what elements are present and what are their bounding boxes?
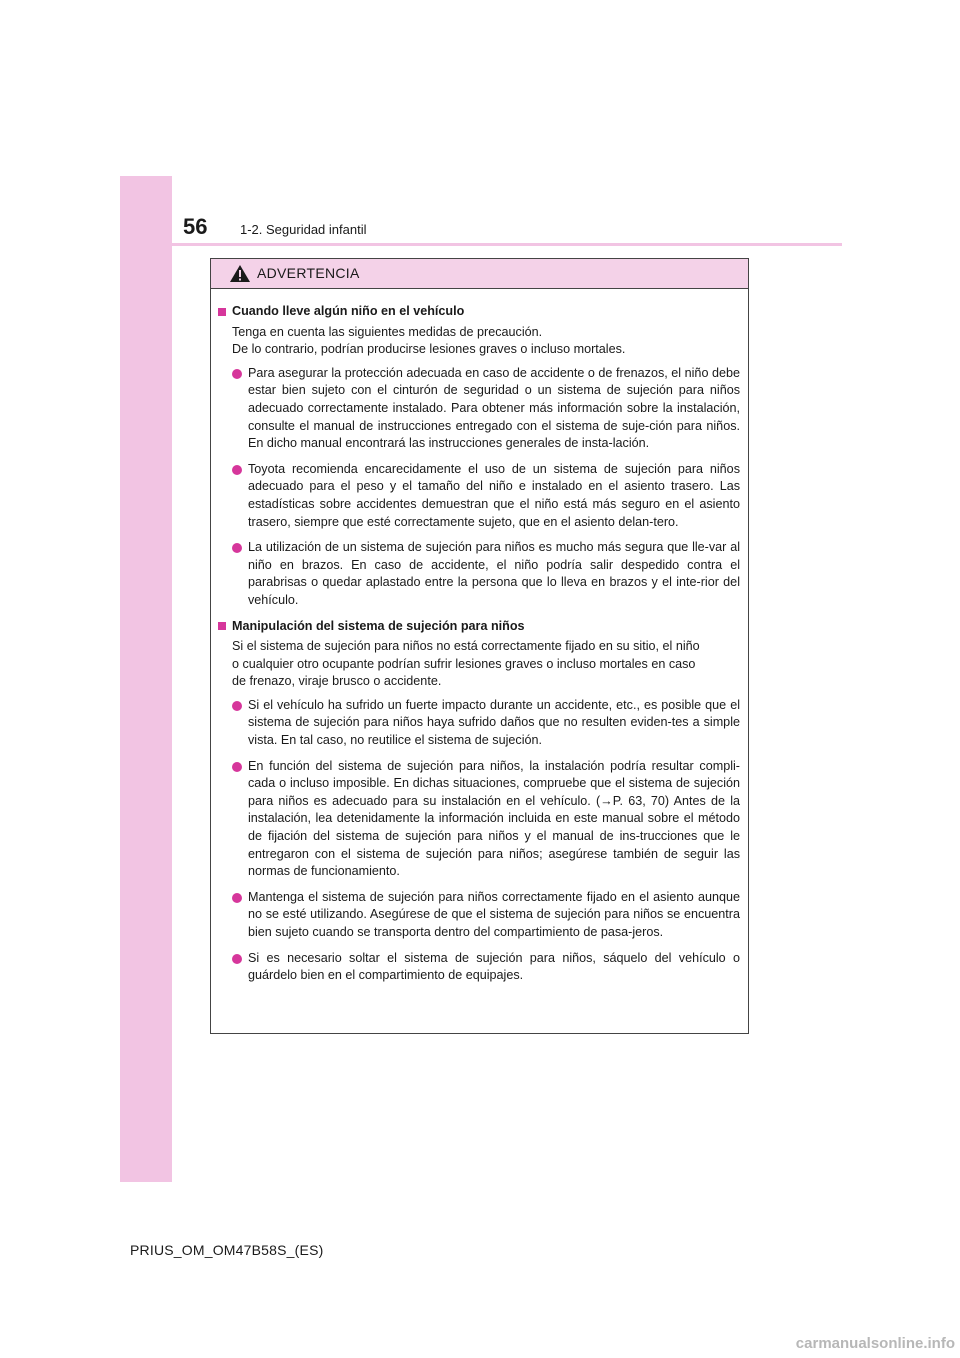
- intro-line: o cualquier otro ocupante podrían sufrir lesiones graves o incluso mortales en caso: [232, 656, 696, 671]
- bullet-text: Si el vehículo ha sufrido un fuerte impacto durante un accidente, etc., es posible que el sistema de sujeción para niños haya sufrido daños que no resulten eviden-tes a simple vista. En tal caso, no reutilice el sistema de sujeción.: [248, 697, 740, 748]
- watermark: carmanualsonline.info: [795, 1335, 955, 1352]
- intro-line: De lo contrario, podrían producirse lesiones graves o incluso mortales.: [232, 342, 626, 357]
- document-code: PRIUS_OM_OM47B58S_(ES): [130, 1242, 324, 1258]
- bullet-item: [218, 889, 740, 942]
- section-title: 1-2. Seguridad infantil: [240, 222, 367, 237]
- section-heading: [218, 303, 740, 321]
- bullet-dot-icon: [232, 701, 242, 711]
- bullet-dot-icon: [232, 893, 242, 903]
- intro-line: Si el sistema de sujeción para niños no está correctamente fijado en su sitio, el niño: [232, 639, 700, 654]
- warning-box: [210, 258, 749, 1034]
- side-tab: [120, 176, 172, 1182]
- section-intro: [218, 324, 740, 359]
- bullet-item: [218, 758, 740, 881]
- page-number: 56: [183, 214, 208, 239]
- bullet-dot-icon: [232, 954, 242, 964]
- bullet-dot-icon: [232, 762, 242, 772]
- intro-line: de frenazo, viraje brusco o accidente.: [232, 674, 442, 689]
- warning-header: [211, 259, 748, 289]
- bullet-dot-icon: [232, 543, 242, 553]
- bullet-item: [218, 461, 740, 531]
- bullet-item: [218, 950, 740, 985]
- header-divider: [120, 243, 842, 246]
- bullet-dot-icon: [232, 369, 242, 379]
- bullet-dot-icon: [232, 465, 242, 475]
- square-bullet-icon: [218, 622, 226, 630]
- bullet-text: En función del sistema de sujeción para niños, la instalación podría resultar compli-cada o incluso imposible. En dichas situaciones, compruebe que el sistema de sujeción para niños es adecuado para su instalación en el vehículo. (→P. 63, 70) Antes de la instalación, lea detenidamente la información incluida en este manual sobre el método de fijación del sistema de sujeción para niños y el manual de ins-trucciones que le entregaron con el sistema de sujeción para niños; asegúrese también de seguir las normas de funcionamiento.: [248, 758, 740, 879]
- square-bullet-icon: [218, 308, 226, 316]
- bullet-text: Toyota recomienda encarecidamente el uso de un sistema de sujeción para niños adecuado para el peso y el tamaño del niño e instalado en el asiento trasero. Las estadísticas sobre accidentes demuestran que el niño está más seguro en el asiento trasero, siempre que esté correctamente sujeto, que en el asiento delan-tero.: [248, 461, 740, 529]
- section-intro: [218, 638, 740, 691]
- bullet-item: [218, 539, 740, 609]
- bullet-text: Mantenga el sistema de sujeción para niños correctamente fijado en el asiento aunque no se esté utilizando. Asegúrese de que el sistema de sujeción para niños se encuentra bien sujeto cuando se transporta dentro del compartimiento de pasa-jeros.: [248, 889, 740, 939]
- warning-triangle-icon: [229, 264, 251, 283]
- section-heading-text: Manipulación del sistema de sujeción para niños: [232, 618, 525, 633]
- bullet-item: [218, 697, 740, 750]
- section-heading-text: Cuando lleve algún niño en el vehículo: [232, 304, 465, 318]
- intro-line: Tenga en cuenta las siguientes medidas de precaución.: [232, 324, 543, 339]
- section-heading: [218, 618, 740, 636]
- warning-title: ADVERTENCIA: [257, 265, 360, 281]
- bullet-text: Para asegurar la protección adecuada en caso de accidente o de frenazos, el niño debe estar bien sujeto con el cinturón de seguridad o un sistema de sujeción para niños adecuado correctamente instalado. Para obtener más información sobre la instalación, consulte el manual de instrucciones entregado con el sistema de suje-ción para niños. En dicho manual encontrará las instrucciones generales de insta-lación.: [248, 365, 740, 451]
- bullet-item: [218, 365, 740, 453]
- bullet-text: Si es necesario soltar el sistema de sujeción para niños, sáquelo del vehículo o guárdelo bien en el compartimiento de equipajes.: [248, 950, 740, 983]
- warning-body: [211, 289, 748, 985]
- bullet-text: La utilización de un sistema de sujeción para niños es mucho más segura que lle-var al niño en brazos. En caso de accidente, el niño podría salir despedido contra el parabrisas o quedar aplastado entre la persona que lo lleva en brazos y el inte-rior del vehículo.: [248, 540, 740, 607]
